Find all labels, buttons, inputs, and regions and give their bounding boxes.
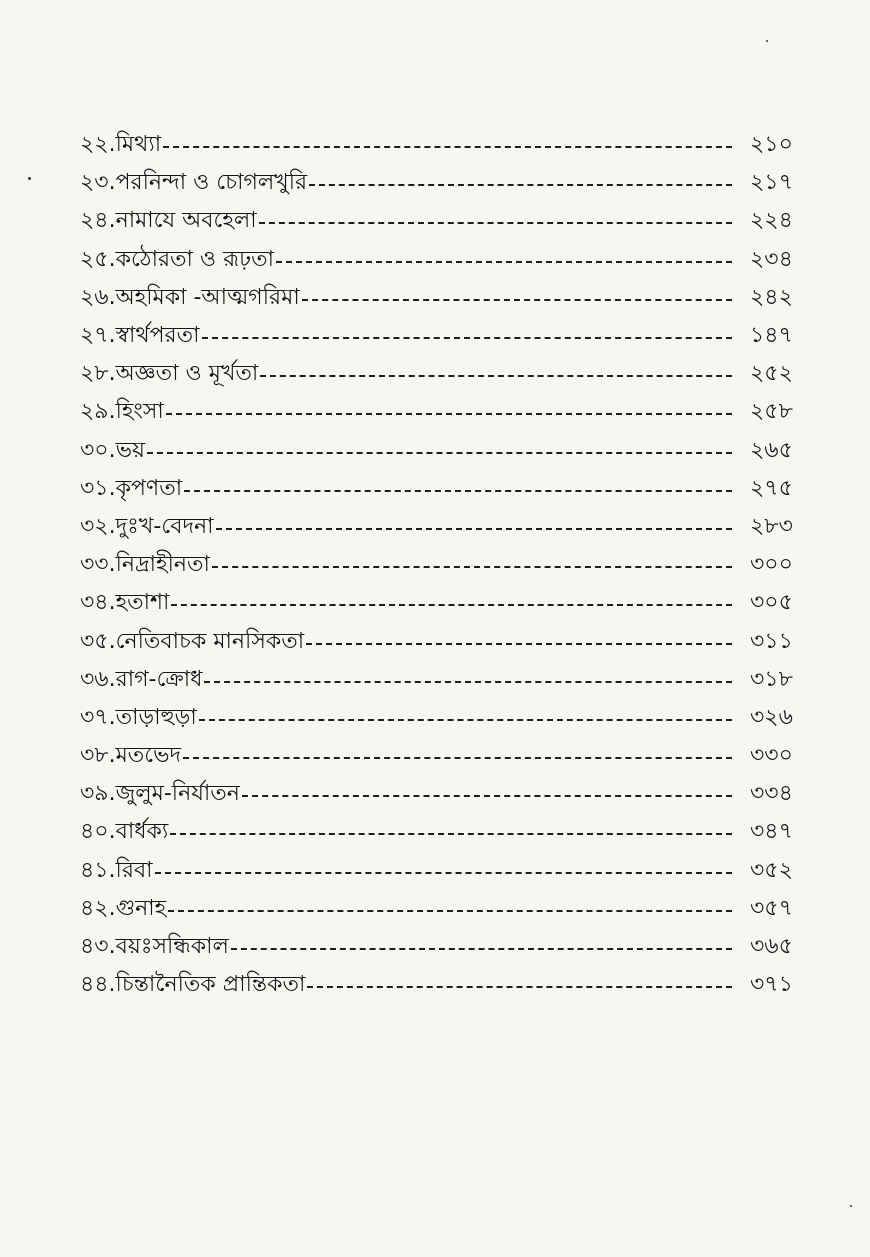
scan-speck [766, 40, 768, 42]
toc-entry-title: ২৫.কঠোরতা ও রূঢ়তা [80, 246, 275, 272]
toc-leader-dashes [184, 479, 732, 499]
toc-row [80, 546, 822, 584]
toc-page-number: ৩০০ [750, 552, 793, 578]
toc-entry-title: ২২.মিথ্যা [80, 132, 162, 158]
toc-entry-title: ৪২.গুনাহ [80, 895, 167, 921]
toc-page-number: ২৪২ [750, 284, 793, 310]
toc-page-number: ৩৭১ [750, 972, 793, 998]
toc-row [80, 355, 822, 393]
toc-row [80, 393, 822, 431]
toc-page-number: ৩৫৭ [750, 895, 793, 921]
toc-row [80, 279, 822, 317]
toc-leader-dashes [168, 899, 732, 919]
toc-row [80, 317, 822, 355]
toc-page-number: ২৫৮ [750, 399, 793, 425]
toc-entry-title: ২৯.হিংসা [80, 399, 164, 425]
toc-page-number: ৩৫২ [750, 857, 793, 883]
toc-row [80, 126, 822, 164]
toc-page-number: ৩১৮ [750, 666, 793, 692]
scan-speck [850, 1205, 852, 1207]
toc-entry-title: ৩৮.মতভেদ [80, 743, 182, 769]
toc-row [80, 508, 822, 546]
toc-leader-dashes [166, 402, 732, 422]
toc-page-number: ৩০৫ [750, 590, 793, 616]
toc-leader-dashes [155, 861, 732, 881]
toc-leader-dashes [163, 135, 732, 155]
toc-row [80, 813, 822, 851]
toc-entry-title: ৪১.রিবা [80, 857, 153, 883]
toc-row [80, 470, 822, 508]
toc-entry-title: ৩৫.নেতিবাচক মানসিকতা [80, 628, 305, 654]
toc-page-number: ৩৬৫ [750, 934, 793, 960]
toc-row [80, 202, 822, 240]
toc-leader-dashes [306, 632, 732, 652]
toc-leader-dashes [183, 746, 732, 766]
toc-entry-title: ৩৩.নিদ্রাহীনতা [80, 552, 210, 578]
toc-page-number: ২২৪ [750, 208, 793, 234]
toc-leader-dashes [204, 670, 732, 690]
toc-page-number: ২৭৫ [750, 475, 793, 501]
toc-entry-title: ২৭.স্বার্থপরতা [80, 323, 200, 349]
toc-entry-title: ৪৪.চিন্তানৈতিক প্রান্তিকতা [80, 972, 306, 998]
toc-leader-dashes [147, 441, 732, 461]
toc-row [80, 775, 822, 813]
toc-entry-title: ২৪.নামাযে অবহেলা [80, 208, 257, 234]
toc-row [80, 699, 822, 737]
toc-page-number: ৩৩০ [750, 743, 793, 769]
toc-row [80, 928, 822, 966]
toc-leader-dashes [242, 784, 732, 804]
toc-leader-dashes [276, 250, 732, 270]
toc-leader-dashes [171, 593, 732, 613]
toc-entry-title: ৩৯.জুলুম-নির্যাতন [80, 781, 240, 807]
toc-entry-title: ৩২.দুঃখ-বেদনা [80, 513, 214, 539]
toc-leader-dashes [199, 708, 732, 728]
toc-row [80, 852, 822, 890]
toc-entry-title: ২৩.পরনিন্দা ও চোগলখুরি [80, 170, 308, 196]
toc-row [80, 241, 822, 279]
toc-page-number: ২১৭ [750, 170, 793, 196]
table-of-contents [80, 126, 822, 1004]
toc-page-number: ৩২৬ [750, 704, 793, 730]
toc-leader-dashes [170, 822, 732, 842]
toc-entry-title: ৩৭.তাড়াহুড়া [80, 704, 197, 730]
toc-leader-dashes [260, 364, 732, 384]
toc-entry-title: ৪৩.বয়ঃসন্ধিকাল [80, 934, 229, 960]
toc-entry-title: ৩০.ভয় [80, 437, 145, 463]
toc-page-number: ৩১১ [750, 628, 793, 654]
toc-row [80, 890, 822, 928]
toc-leader-dashes [309, 173, 732, 193]
toc-entry-title: ২৬.অহমিকা -আত্মগরিমা [80, 284, 300, 310]
toc-leader-dashes [216, 517, 732, 537]
toc-row [80, 164, 822, 202]
toc-row [80, 661, 822, 699]
toc-row [80, 737, 822, 775]
toc-row [80, 584, 822, 622]
toc-row [80, 622, 822, 660]
toc-leader-dashes [202, 326, 732, 346]
toc-page-number: ২৮৩ [750, 513, 793, 539]
toc-page-number: ১৪৭ [750, 323, 793, 349]
toc-page-number: ৩৩৪ [750, 781, 793, 807]
toc-leader-dashes [231, 937, 732, 957]
scan-speck [28, 177, 31, 180]
toc-page-number: ২১০ [750, 132, 793, 158]
toc-page-number: ২৬৫ [750, 437, 793, 463]
toc-leader-dashes [259, 211, 732, 231]
toc-row [80, 432, 822, 470]
toc-leader-dashes [212, 555, 732, 575]
toc-entry-title: ৩১.কৃপণতা [80, 475, 183, 501]
toc-row [80, 966, 822, 1004]
toc-leader-dashes [307, 975, 732, 995]
toc-entry-title: ২৮.অজ্ঞতা ও মূর্খতা [80, 361, 259, 387]
toc-page-number: ২৫২ [750, 361, 793, 387]
toc-entry-title: ৪০.বার্ধক্য [80, 819, 169, 845]
toc-entry-title: ৩৬.রাগ-ক্রোধ [80, 666, 203, 692]
toc-page-number: ৩৪৭ [750, 819, 793, 845]
toc-page-number: ২৩৪ [750, 246, 793, 272]
toc-leader-dashes [302, 288, 732, 308]
toc-entry-title: ৩৪.হতাশা [80, 590, 170, 616]
